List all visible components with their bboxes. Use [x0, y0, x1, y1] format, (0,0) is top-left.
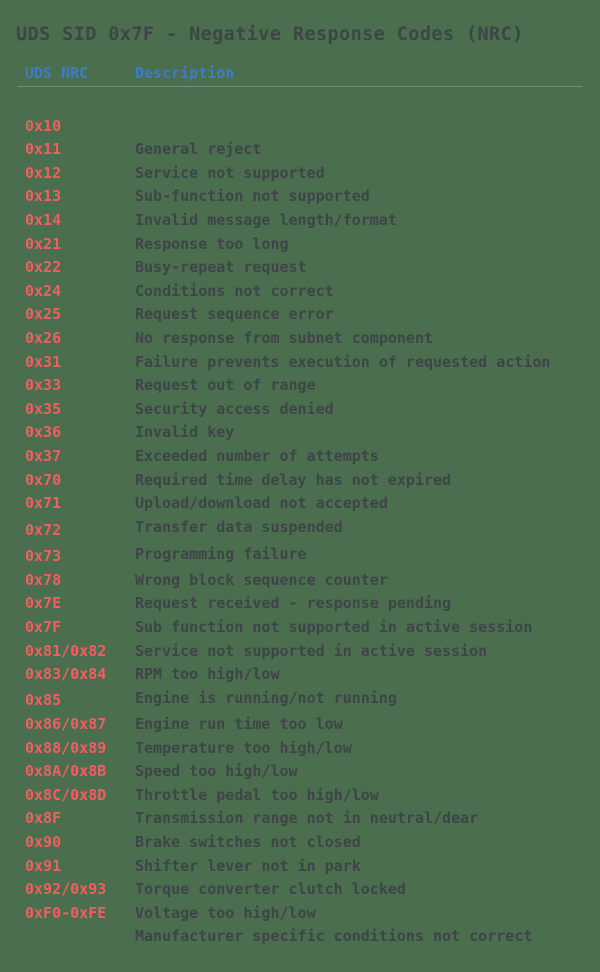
nrc-code: 0x26 — [25, 328, 62, 347]
nrc-code: 0x31 — [25, 352, 62, 371]
nrc-code: 0xF0-0xFE — [25, 903, 107, 922]
nrc-code: 0x91 — [25, 856, 62, 875]
nrc-code: 0x36 — [25, 423, 62, 442]
nrc-code: 0x85 — [25, 691, 62, 710]
nrc-code: 0x86/0x87 — [25, 714, 107, 733]
nrc-description: Voltage too high/low — [135, 903, 316, 922]
nrc-code: 0x72 — [25, 521, 62, 540]
nrc-code: 0x70 — [25, 470, 62, 489]
nrc-code: 0x83/0x84 — [25, 665, 107, 684]
nrc-description: Manufacturer specific conditions not correct — [135, 927, 533, 946]
nrc-code: 0x10 — [25, 116, 62, 135]
nrc-code: 0x7F — [25, 618, 62, 637]
nrc-description: Request out of range — [135, 376, 316, 395]
nrc-description: Required time delay has not expired — [135, 470, 452, 489]
nrc-code: 0x25 — [25, 305, 62, 324]
nrc-code: 0x22 — [25, 258, 62, 277]
nrc-code: 0x81/0x82 — [25, 641, 107, 660]
nrc-description: Transmission range not in neutral/dear — [135, 809, 479, 828]
table-body — [0, 91, 600, 946]
nrc-description: Throttle pedal too high/low — [135, 785, 379, 804]
nrc-description: Engine run time too low — [135, 714, 343, 733]
nrc-description: Invalid key — [135, 423, 235, 442]
nrc-description: Failure prevents execution of requested action — [135, 352, 551, 371]
nrc-description: Upload/download not accepted — [135, 494, 388, 513]
nrc-description: Sub-function not supported — [135, 187, 370, 206]
nrc-description: Conditions not correct — [135, 281, 334, 300]
nrc-code: 0x8C/0x8D — [25, 785, 107, 804]
nrc-description: Service not supported — [135, 163, 325, 182]
nrc-description: Transfer data suspended — [135, 517, 343, 536]
nrc-code: 0x24 — [25, 281, 62, 300]
nrc-description: Temperature too high/low — [135, 738, 352, 757]
nrc-code: 0x8F — [25, 809, 62, 828]
nrc-description: Request received - response pending — [135, 594, 452, 613]
nrc-description: Service not supported in active session — [135, 641, 488, 660]
nrc-description: Torque converter clutch locked — [135, 880, 406, 899]
nrc-description: Programming failure — [135, 544, 307, 563]
nrc-description: Speed too high/low — [135, 762, 298, 781]
nrc-code: 0x92/0x93 — [25, 880, 107, 899]
table-header — [0, 65, 600, 81]
nrc-description: Response too long — [135, 234, 289, 253]
nrc-description: Invalid message length/format — [135, 210, 397, 229]
nrc-description: Wrong block sequence counter — [135, 570, 388, 589]
nrc-code: 0x21 — [25, 234, 62, 253]
nrc-description: Engine is running/not running — [135, 688, 397, 707]
header-divider — [18, 86, 582, 87]
nrc-description: RPM too high/low — [135, 665, 280, 684]
nrc-code: 0x7E — [25, 594, 62, 613]
nrc-code: 0x14 — [25, 210, 62, 229]
nrc-description: Request sequence error — [135, 305, 334, 324]
nrc-description: Sub function not supported in active session — [135, 618, 533, 637]
column-header-description: Description — [135, 64, 235, 82]
nrc-description: General reject — [135, 140, 262, 159]
nrc-code: 0x71 — [25, 494, 62, 513]
nrc-description: Brake switches not closed — [135, 832, 361, 851]
nrc-description: Security access denied — [135, 399, 334, 418]
nrc-code: 0x11 — [25, 140, 62, 159]
nrc-description: No response from subnet component — [135, 328, 434, 347]
nrc-code: 0x8A/0x8B — [25, 762, 107, 781]
nrc-description: Shifter lever not in park — [135, 856, 361, 875]
nrc-code: 0x33 — [25, 376, 62, 395]
nrc-description: Busy-repeat request — [135, 258, 307, 277]
nrc-code: 0x73 — [25, 547, 62, 566]
nrc-code: 0x37 — [25, 446, 62, 465]
nrc-code: 0x90 — [25, 832, 62, 851]
nrc-code: 0x78 — [25, 570, 62, 589]
page-title: UDS SID 0x7F - Negative Response Codes (NRC) — [16, 24, 524, 45]
nrc-code: 0x35 — [25, 399, 62, 418]
column-header-uds-nrc: UDS NRC — [25, 64, 89, 82]
nrc-code: 0x13 — [25, 187, 62, 206]
nrc-description: Exceeded number of attempts — [135, 446, 379, 465]
nrc-code: 0x12 — [25, 163, 62, 182]
nrc-code: 0x88/0x89 — [25, 738, 107, 757]
